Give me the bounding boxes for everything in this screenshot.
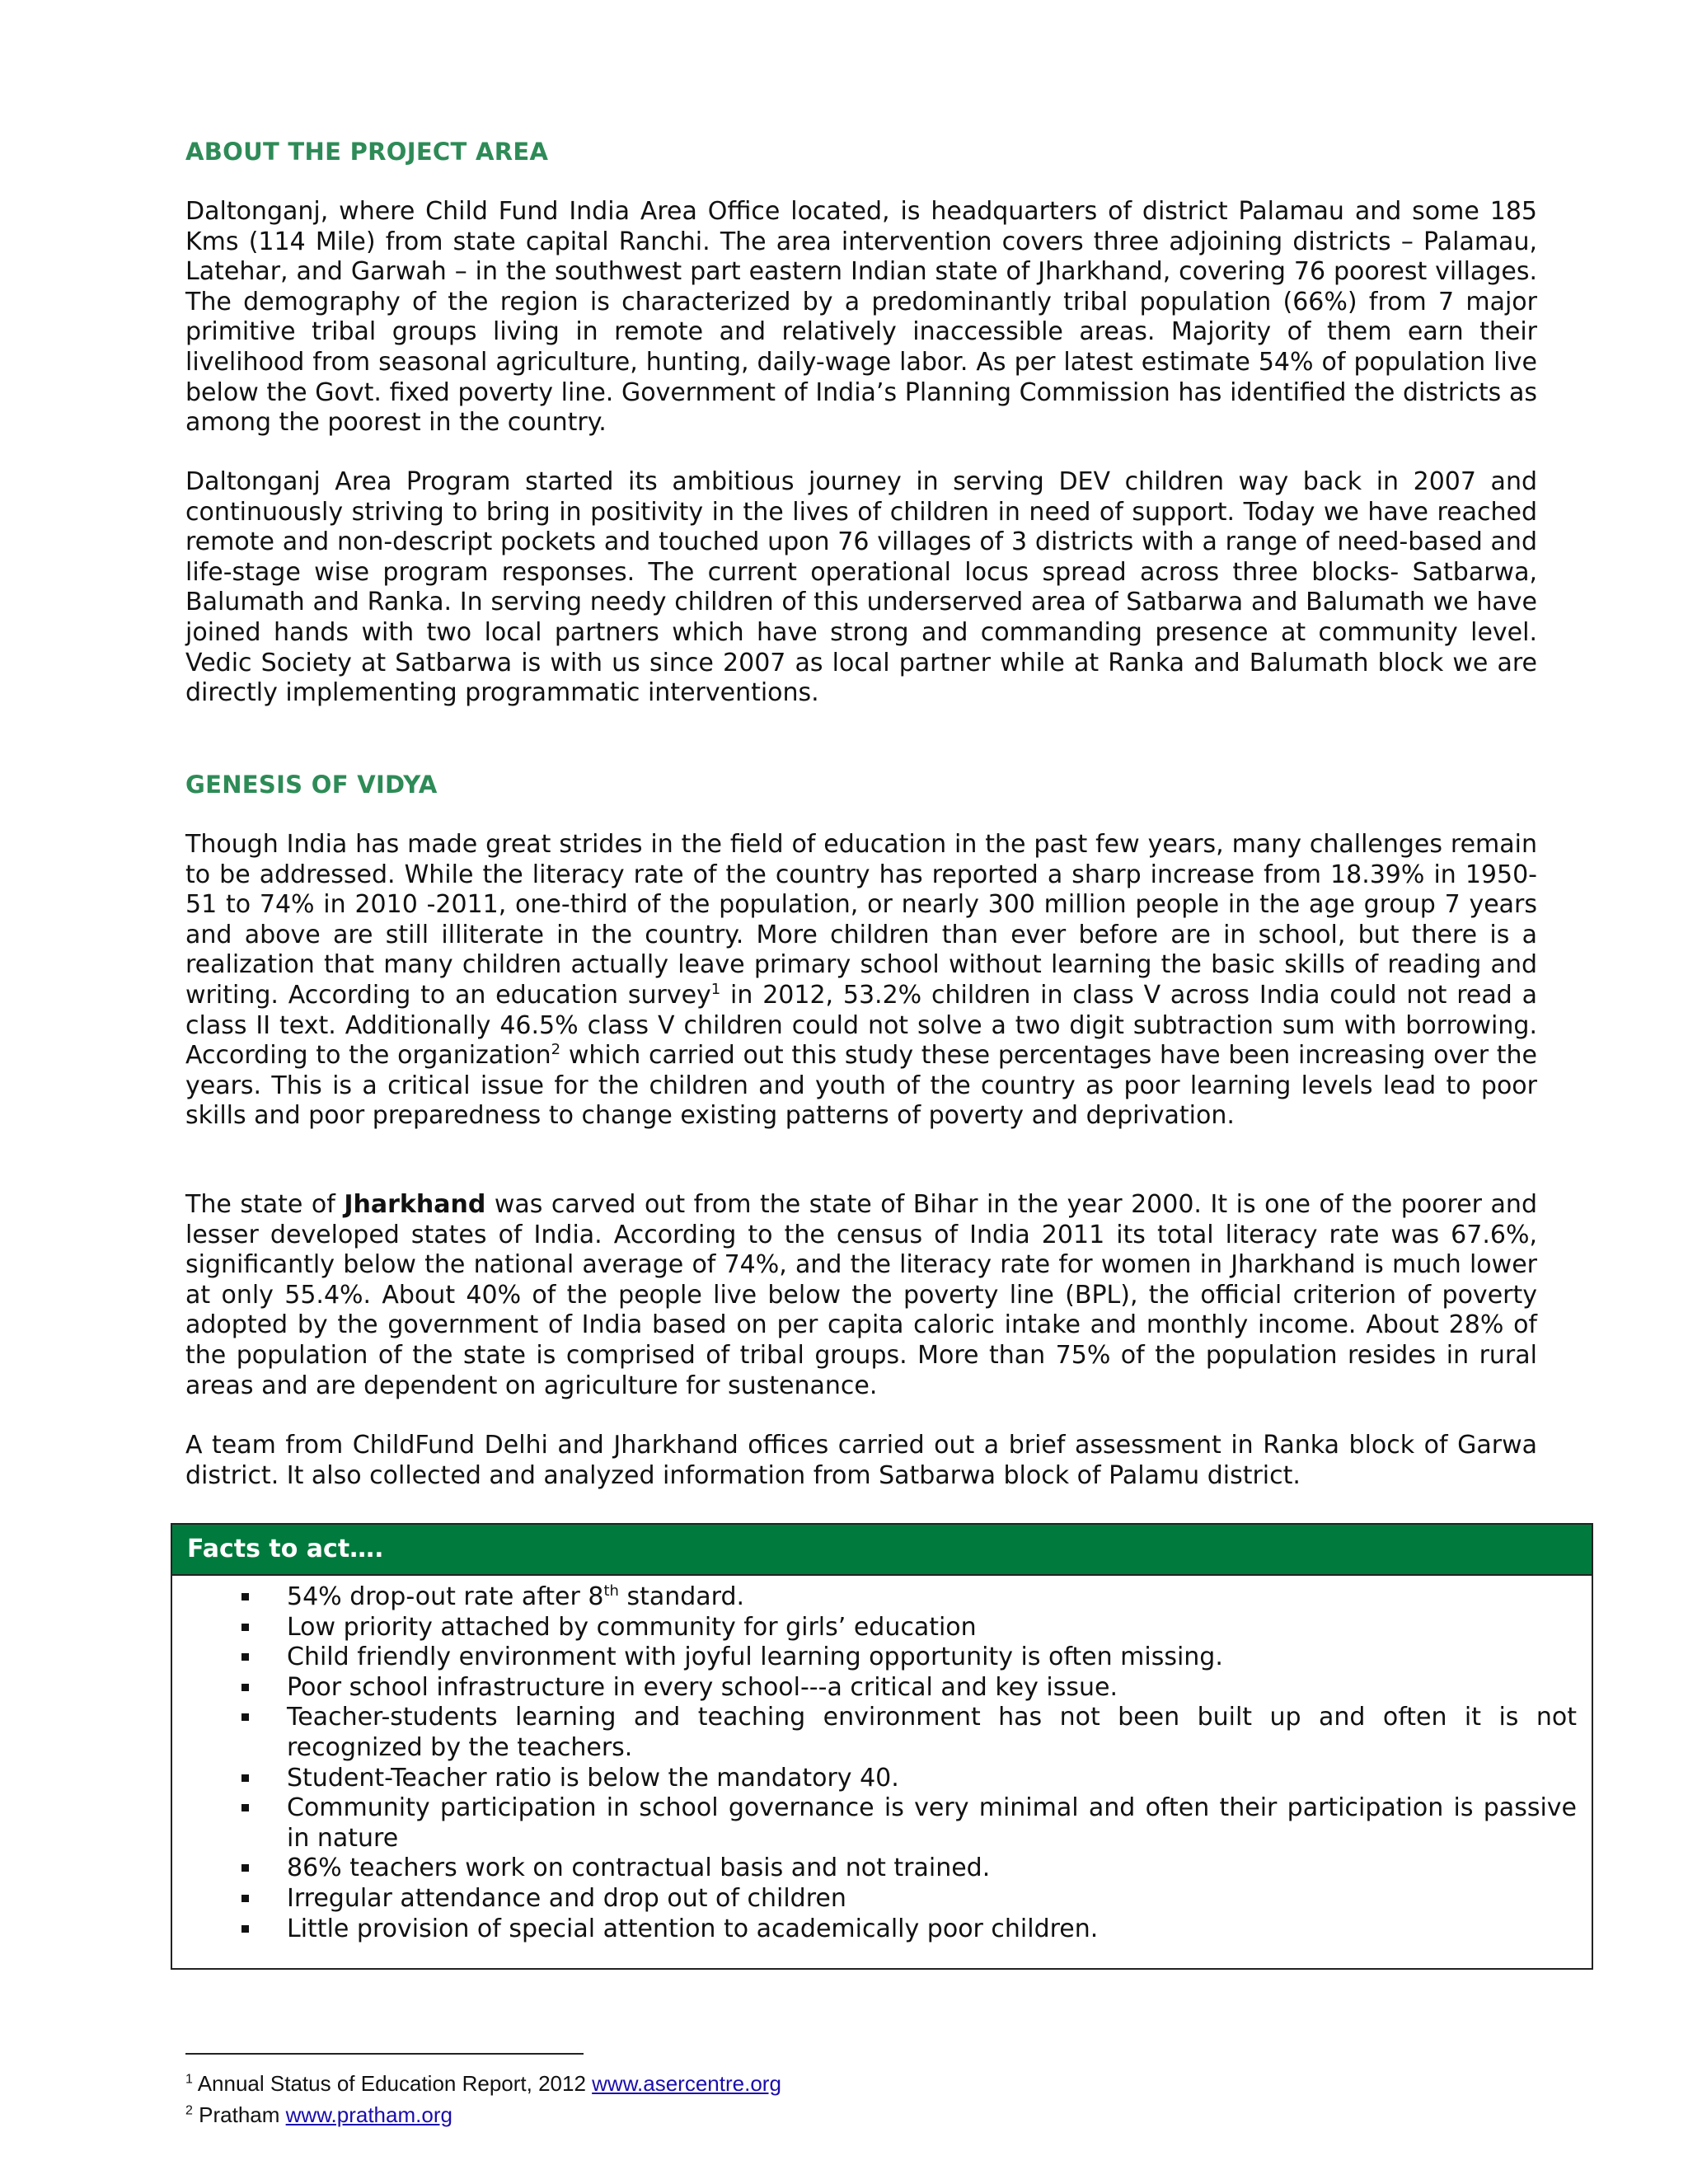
facts-box <box>171 1523 1593 1970</box>
square-bullet-icon <box>241 1895 249 1902</box>
genesis-paragraph-1 <box>185 830 1537 1132</box>
genesis-paragraph-3: A team from ChildFund Delhi and Jharkhand offices carried out a brief assessment in Ranka block of Garwa district. It also collected and analyzed information from Satbarwa block of Palamu district. <box>185 1431 1537 1490</box>
list-item: Student-Teacher ratio is below the mandatory 40. <box>287 1764 1577 1794</box>
square-bullet-icon <box>241 1713 249 1721</box>
footnote-ref-2: 2 <box>551 1041 561 1059</box>
genesis-paragraph-2 <box>185 1190 1537 1401</box>
list-item: Little provision of special attention to academically poor children. <box>287 1915 1577 1945</box>
pratham-link[interactable]: www.pratham.org <box>285 2102 452 2127</box>
genesis-p1-text-b: in 2012, 53.2% children in class V across India could not read a class II text. Additionally 46.5% class V children could not solve a two digit subtraction sum with borrowing. According to the organization <box>185 980 1537 1071</box>
facts-list <box>172 1576 1592 1944</box>
footnote-ref-1: 1 <box>710 980 721 998</box>
list-item: 54% drop-out rate after 8th standard. <box>287 1582 1577 1613</box>
genesis-p1-text-a: Though India has made great strides in the field of education in the past few years, many challenges remain to be addressed. While the literacy rate of the country has reported a sharp increase from 18.39% in 1950-51 to 74% in 2010 -2011, one-third of the population, or nearly 300 million people in the age group 7 years and above are still illiterate in the country. More children than ever before are in school, but there is a realization that many children actually leave primary school without learning the basic skills of reading and writing. According to an education survey <box>185 830 1537 1010</box>
square-bullet-icon <box>241 1864 249 1872</box>
square-bullet-icon <box>241 1774 249 1782</box>
footnote-2: $^2$ Pratham www.pratham.org <box>185 2102 452 2127</box>
square-bullet-icon <box>241 1925 249 1933</box>
about-heading: ABOUT THE PROJECT AREA <box>185 138 549 166</box>
square-bullet-icon <box>241 1653 249 1661</box>
list-item: Child friendly environment with joyful learning opportunity is often missing. <box>287 1643 1577 1673</box>
list-item: 86% teachers work on contractual basis and not trained. <box>287 1854 1577 1884</box>
asercentre-link[interactable]: www.asercentre.org <box>592 2071 781 2096</box>
facts-title: Facts to act…. <box>172 1525 1592 1576</box>
genesis-p1-text-c: which carried out this study these percentages have been increasing over the years. This is a critical issue for the children and youth of the country as poor learning levels lead to poor skills and poor preparedness to change existing patterns of poverty and deprivation. <box>185 1041 1537 1131</box>
list-item: Community participation in school governance is very minimal and often their participation is passive in nature <box>287 1793 1577 1854</box>
footnote-1: $^1$ Annual Status of Education Report, 2012 www.asercentre.org <box>185 2071 781 2096</box>
square-bullet-icon <box>241 1684 249 1691</box>
list-item: Teacher-students learning and teaching environment has not been built up and often it is not recognized by the teachers. <box>287 1703 1577 1763</box>
square-bullet-icon <box>241 1593 249 1601</box>
square-bullet-icon <box>241 1624 249 1631</box>
footnote-separator <box>185 2053 584 2055</box>
list-item: Poor school infrastructure in every school---a critical and key issue. <box>287 1673 1577 1704</box>
list-item: Irregular attendance and drop out of children <box>287 1884 1577 1915</box>
genesis-p2-text-b: was carved out from the state of Bihar in the year 2000. It is one of the poorer and lesser developed states of India. According to the census of India 2011 its total literacy rate was 67.6%, significantly below the national average of 74%, and the literacy rate for women in Jharkhand is much lower at only 55.4%. About 40% of the people live below the poverty line (BPL), the official criterion of poverty adopted by the government of India based on per capita caloric intake and monthly income. About 28% of the population of the state is comprised of tribal groups. More than 75% of the population resides in rural areas and are dependent on agriculture for sustenance. <box>185 1190 1537 1400</box>
square-bullet-icon <box>241 1804 249 1811</box>
list-item: Low priority attached by community for girls’ education <box>287 1613 1577 1643</box>
genesis-p2-text-a: The state of <box>185 1190 345 1219</box>
genesis-heading: GENESIS OF VIDYA <box>185 771 438 799</box>
jharkhand-bold: Jharkhand <box>344 1190 486 1219</box>
about-paragraph-1: Daltonganj, where Child Fund India Area Office located, is headquarters of district Palamau and some 185 Kms (114 Mile) from state capital Ranchi. The area intervention covers three adjoining districts – Palamau, Latehar, and Garwah – in the southwest part eastern Indian state of Jharkhand, covering 76 poorest villages. The demography of the region is characterized by a predominantly tribal population (66%) from 7 major primitive tribal groups living in remote and relatively inaccessible areas. Majority of them earn their livelihood from seasonal agriculture, hunting, daily-wage labor. As per latest estimate 54% of population live below the Govt. fixed poverty line. Government of India’s Planning Commission has identified the districts as among the poorest in the country. <box>185 197 1537 438</box>
about-paragraph-2: Daltonganj Area Program started its ambitious journey in serving DEV children way back in 2007 and continuously striving to bring in positivity in the lives of children in need of support. Today we have reached remote and non-descript pockets and touched upon 76 villages of 3 districts with a range of need-based and life-stage wise program responses. The current operational locus spread across three blocks- Satbarwa, Balumath and Ranka. In serving needy children of this underserved area of Satbarwa and Balumath we have joined hands with two local partners which have strong and commanding presence at community level. Vedic Society at Satbarwa is with us since 2007 as local partner while at Ranka and Balumath block we are directly implementing programmatic interventions. <box>185 467 1537 708</box>
